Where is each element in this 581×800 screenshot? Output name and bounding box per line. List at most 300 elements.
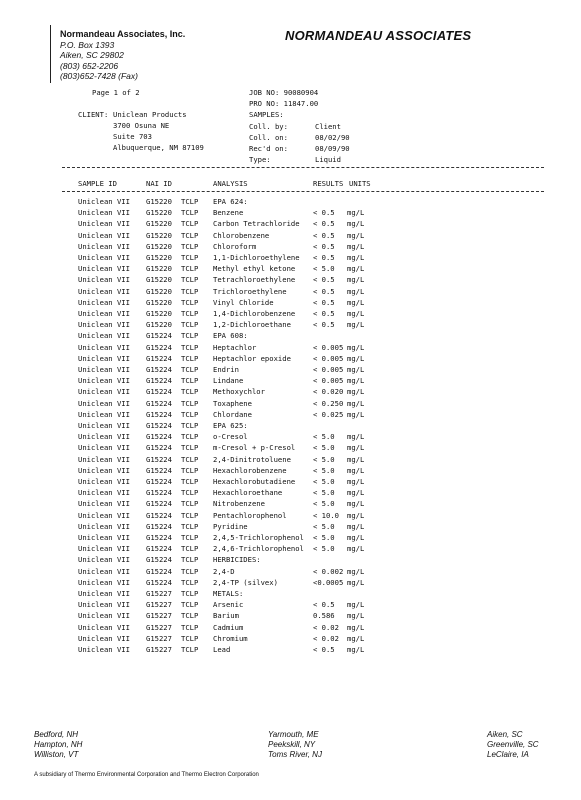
sample-field-label: Rec'd on: xyxy=(249,144,288,153)
address-line: P.O. Box 1393 xyxy=(60,39,115,50)
analysis-cell: HERBICIDES: xyxy=(213,555,261,565)
result-cell: < 0.5 xyxy=(313,208,335,218)
analysis-cell: Vinyl Chloride xyxy=(213,297,274,307)
units-cell: mg/L xyxy=(347,611,365,621)
analysis-cell: Lindane xyxy=(213,376,244,386)
table-row xyxy=(0,365,581,376)
table-row xyxy=(0,544,581,555)
result-cell: < 0.005 xyxy=(313,376,344,386)
analysis-cell: Chromium xyxy=(213,633,248,643)
table-row xyxy=(0,533,581,544)
sample-id-cell: Uniclean VII xyxy=(78,286,130,296)
result-cell: < 5.0 xyxy=(313,488,335,498)
result-cell: < 0.025 xyxy=(313,409,344,419)
sample-id-cell: Uniclean VII xyxy=(78,342,130,352)
analysis-cell: METALS: xyxy=(213,589,244,598)
result-cell: < 5.0 xyxy=(313,477,335,486)
sample-id-cell: Uniclean VII xyxy=(78,320,130,330)
nai-id-cell: G15224 xyxy=(146,409,172,419)
sample-id-cell: Uniclean VII xyxy=(78,600,130,610)
table-row xyxy=(0,298,581,309)
units-cell: mg/L xyxy=(347,297,365,307)
sample-id-cell: Uniclean VII xyxy=(78,510,130,520)
samples-label: SAMPLES: xyxy=(249,110,284,119)
result-cell: < 5.0 xyxy=(313,443,335,453)
nai-id-cell: G15220 xyxy=(146,253,172,262)
nai-id-cell: G15224 xyxy=(146,577,172,587)
method-cell: TCLP xyxy=(181,521,199,531)
nai-id-cell: G15220 xyxy=(146,309,172,318)
nai-id-cell: G15224 xyxy=(146,499,172,509)
units-cell: mg/L xyxy=(347,510,365,520)
units-cell: mg/L xyxy=(347,454,365,464)
client-line: Uniclean Products xyxy=(113,110,187,119)
analysis-cell: Methoxychlor xyxy=(213,387,265,397)
office-location: Bedford, NH xyxy=(34,730,79,739)
analysis-cell: EPA 624: xyxy=(213,197,248,206)
table-row xyxy=(0,623,581,634)
method-cell: TCLP xyxy=(181,499,199,509)
page-number: Page 1 of 2 xyxy=(92,88,140,97)
sample-id-cell: Uniclean VII xyxy=(78,499,130,509)
sample-id-cell: Uniclean VII xyxy=(78,443,130,453)
method-cell: TCLP xyxy=(181,488,199,498)
nai-id-cell: G15227 xyxy=(146,633,172,643)
method-cell: TCLP xyxy=(181,633,199,643)
table-row xyxy=(0,264,581,275)
result-cell: < 0.002 xyxy=(313,566,344,576)
sample-field-value: 08/02/90 xyxy=(315,133,350,142)
client-label: CLIENT: xyxy=(78,110,109,119)
result-cell: < 0.5 xyxy=(313,320,335,330)
nai-id-cell: G15224 xyxy=(146,533,172,542)
result-cell: < 0.5 xyxy=(313,286,335,296)
method-cell: TCLP xyxy=(181,297,199,307)
method-cell: TCLP xyxy=(181,432,199,442)
analysis-cell: 2,4-Dinitrotoluene xyxy=(213,454,291,464)
footer-offices-center xyxy=(268,730,322,760)
analysis-cell: Benzene xyxy=(213,208,244,218)
nai-id-cell: G15224 xyxy=(146,398,172,408)
sample-id-cell: Uniclean VII xyxy=(78,465,130,475)
sample-id-cell: Uniclean VII xyxy=(78,454,130,464)
nai-id-cell: G15220 xyxy=(146,275,172,285)
nai-id-cell: G15227 xyxy=(146,622,172,632)
units-cell: mg/L xyxy=(347,577,365,587)
analysis-cell: 2,4,6-Trichlorophenol xyxy=(213,544,304,554)
table-row xyxy=(0,343,581,354)
method-cell: TCLP xyxy=(181,566,199,576)
header-divider-bottom xyxy=(62,191,544,192)
table-row xyxy=(0,645,581,656)
analysis-cell: Hexachloroethane xyxy=(213,488,283,498)
result-cell: < 5.0 xyxy=(313,465,335,475)
nai-id-cell: G15220 xyxy=(146,197,172,206)
table-row xyxy=(0,600,581,611)
units-cell: mg/L xyxy=(347,533,365,542)
result-cell: < 5.0 xyxy=(313,454,335,464)
analysis-cell: Hexachlorobutadiene xyxy=(213,477,296,486)
nai-id-cell: G15227 xyxy=(146,589,172,598)
units-cell: mg/L xyxy=(347,309,365,318)
nai-id-cell: G15220 xyxy=(146,219,172,229)
office-location: Greenville, SC xyxy=(487,740,539,749)
result-cell: < 0.020 xyxy=(313,387,344,397)
analysis-cell: 1,4-Dichlorobenzene xyxy=(213,309,296,318)
sample-id-cell: Uniclean VII xyxy=(78,544,130,554)
units-cell: mg/L xyxy=(347,365,365,374)
method-cell: TCLP xyxy=(181,533,199,542)
office-location: Toms River, NJ xyxy=(268,750,322,759)
letterhead-rule xyxy=(50,25,51,83)
table-row xyxy=(0,219,581,230)
table-row xyxy=(0,331,581,342)
client-line: Albuquerque, NM 87109 xyxy=(113,143,204,152)
table-row xyxy=(0,567,581,578)
method-cell: TCLP xyxy=(181,454,199,464)
sample-id-cell: Uniclean VII xyxy=(78,622,130,632)
fax-line: (803)652-7428 (Fax) xyxy=(60,71,138,81)
analysis-cell: Pyridine xyxy=(213,521,248,531)
method-cell: TCLP xyxy=(181,253,199,262)
analysis-cell: Toxaphene xyxy=(213,398,252,408)
method-cell: TCLP xyxy=(181,286,199,296)
units-cell: mg/L xyxy=(347,521,365,531)
office-location: Aiken, SC xyxy=(487,730,523,739)
analysis-cell: 1,2-Dichloroethane xyxy=(213,320,291,330)
nai-id-cell: G15224 xyxy=(146,454,172,464)
result-cell: < 0.005 xyxy=(313,342,344,352)
method-cell: TCLP xyxy=(181,331,199,341)
result-cell: <0.0005 xyxy=(313,577,344,587)
method-cell: TCLP xyxy=(181,645,199,654)
sample-id-cell: Uniclean VII xyxy=(78,197,130,206)
units-cell: mg/L xyxy=(347,633,365,643)
method-cell: TCLP xyxy=(181,443,199,453)
units-cell: mg/L xyxy=(347,320,365,330)
table-row xyxy=(0,455,581,466)
method-cell: TCLP xyxy=(181,387,199,397)
sample-id-cell: Uniclean VII xyxy=(78,577,130,587)
units-cell: mg/L xyxy=(347,645,365,654)
analysis-cell: EPA 625: xyxy=(213,421,248,430)
sample-id-cell: Uniclean VII xyxy=(78,376,130,386)
office-location: LeClaire, IA xyxy=(487,750,529,759)
table-row xyxy=(0,477,581,488)
table-row xyxy=(0,511,581,522)
analysis-cell: Nitrobenzene xyxy=(213,499,265,509)
result-cell: < 0.5 xyxy=(313,309,335,318)
result-cell: < 0.5 xyxy=(313,275,335,285)
sample-id-cell: Uniclean VII xyxy=(78,208,130,218)
result-cell: < 0.5 xyxy=(313,297,335,307)
table-row xyxy=(0,555,581,566)
sample-field-value: Liquid xyxy=(315,155,341,164)
result-cell: < 5.0 xyxy=(313,521,335,531)
sample-id-cell: Uniclean VII xyxy=(78,387,130,397)
table-row xyxy=(0,410,581,421)
sample-id-cell: Uniclean VII xyxy=(78,521,130,531)
units-cell: mg/L xyxy=(347,465,365,475)
table-row xyxy=(0,208,581,219)
sample-id-cell: Uniclean VII xyxy=(78,488,130,498)
result-cell: < 0.5 xyxy=(313,230,335,240)
analysis-cell: Hexachlorobenzene xyxy=(213,465,287,475)
column-header-nai-id: NAI ID xyxy=(146,179,172,188)
analysis-cell: Chlorobenzene xyxy=(213,230,270,240)
analysis-cell: Methyl ethyl ketone xyxy=(213,264,296,274)
method-cell: TCLP xyxy=(181,555,199,565)
result-cell: < 0.5 xyxy=(313,645,335,654)
units-cell: mg/L xyxy=(347,275,365,285)
header-divider-top xyxy=(62,167,544,168)
analysis-cell: Lead xyxy=(213,645,231,654)
table-row xyxy=(0,320,581,331)
result-cell: < 5.0 xyxy=(313,432,335,442)
column-header-units: UNITS xyxy=(349,179,371,188)
nai-id-cell: G15224 xyxy=(146,421,172,430)
sample-id-cell: Uniclean VII xyxy=(78,230,130,240)
sample-id-cell: Uniclean VII xyxy=(78,633,130,643)
method-cell: TCLP xyxy=(181,275,199,285)
analysis-cell: 1,1-Dichloroethylene xyxy=(213,253,300,262)
units-cell: mg/L xyxy=(347,566,365,576)
sample-id-cell: Uniclean VII xyxy=(78,253,130,262)
footer-offices-right xyxy=(487,730,539,760)
table-row xyxy=(0,242,581,253)
sample-id-cell: Uniclean VII xyxy=(78,275,130,285)
table-row xyxy=(0,387,581,398)
sample-id-cell: Uniclean VII xyxy=(78,477,130,486)
client-line: 3700 Osuna NE xyxy=(113,121,170,130)
nai-id-cell: G15224 xyxy=(146,443,172,453)
analysis-cell: 2,4-D xyxy=(213,566,235,576)
result-cell: < 0.005 xyxy=(313,353,344,363)
units-cell: mg/L xyxy=(347,342,365,352)
result-cell: < 0.5 xyxy=(313,600,335,610)
table-row xyxy=(0,522,581,533)
method-cell: TCLP xyxy=(181,264,199,274)
method-cell: TCLP xyxy=(181,510,199,520)
sample-id-cell: Uniclean VII xyxy=(78,421,130,430)
nai-id-cell: G15220 xyxy=(146,241,172,251)
nai-id-cell: G15224 xyxy=(146,555,172,565)
method-cell: TCLP xyxy=(181,622,199,632)
table-row xyxy=(0,354,581,365)
result-cell: 0.586 xyxy=(313,611,335,621)
job-number: JOB NO: 90080904 xyxy=(249,88,319,97)
nai-id-cell: G15224 xyxy=(146,353,172,363)
units-cell: mg/L xyxy=(347,499,365,509)
nai-id-cell: G15227 xyxy=(146,600,172,610)
sample-field-value: 08/09/90 xyxy=(315,144,350,153)
office-location: Hampton, NH xyxy=(34,740,83,749)
client-line: Suite 703 xyxy=(113,132,152,141)
result-cell: < 5.0 xyxy=(313,544,335,554)
footer-offices-left xyxy=(34,730,82,760)
sample-id-cell: Uniclean VII xyxy=(78,432,130,442)
analysis-cell: Tetrachloroethylene xyxy=(213,275,296,285)
nai-id-cell: G15224 xyxy=(146,387,172,397)
nai-id-cell: G15224 xyxy=(146,477,172,486)
method-cell: TCLP xyxy=(181,477,199,486)
analysis-cell: Carbon Tetrachloride xyxy=(213,219,300,229)
units-cell: mg/L xyxy=(347,286,365,296)
nai-id-cell: G15220 xyxy=(146,208,172,218)
method-cell: TCLP xyxy=(181,353,199,363)
sample-id-cell: Uniclean VII xyxy=(78,566,130,576)
method-cell: TCLP xyxy=(181,208,199,218)
analysis-cell: EPA 608: xyxy=(213,331,248,341)
method-cell: TCLP xyxy=(181,309,199,318)
method-cell: TCLP xyxy=(181,589,199,598)
sample-id-cell: Uniclean VII xyxy=(78,365,130,374)
address-line: Aiken, SC 29802 xyxy=(60,50,124,60)
method-cell: TCLP xyxy=(181,197,199,206)
units-cell: mg/L xyxy=(347,353,365,363)
units-cell: mg/L xyxy=(347,241,365,251)
nai-id-cell: G15224 xyxy=(146,432,172,442)
table-row xyxy=(0,197,581,208)
sample-id-cell: Uniclean VII xyxy=(78,533,130,542)
units-cell: mg/L xyxy=(347,387,365,397)
table-row xyxy=(0,287,581,298)
subsidiary-note: A subsidiary of Thermo Environmental Corporation and Thermo Electron Corporation xyxy=(34,772,259,778)
units-cell: mg/L xyxy=(347,376,365,386)
units-cell: mg/L xyxy=(347,544,365,554)
column-header-sample-id: SAMPLE ID xyxy=(78,179,117,188)
nai-id-cell: G15220 xyxy=(146,286,172,296)
nai-id-cell: G15227 xyxy=(146,645,172,654)
sample-id-cell: Uniclean VII xyxy=(78,589,130,598)
company-address xyxy=(60,29,185,82)
analysis-cell: 2,4-TP (silvex) xyxy=(213,577,278,587)
nai-id-cell: G15224 xyxy=(146,465,172,475)
sample-id-cell: Uniclean VII xyxy=(78,611,130,621)
analysis-cell: Arsenic xyxy=(213,600,244,610)
result-cell: < 0.5 xyxy=(313,253,335,262)
nai-id-cell: G15227 xyxy=(146,611,172,621)
nai-id-cell: G15224 xyxy=(146,488,172,498)
sample-field-label: Type: xyxy=(249,155,271,164)
office-location: Peekskill, NY xyxy=(268,740,316,749)
units-cell: mg/L xyxy=(347,477,365,486)
table-row xyxy=(0,376,581,387)
company-name: Normandeau Associates, Inc. xyxy=(60,29,186,39)
table-row xyxy=(0,253,581,264)
table-row xyxy=(0,499,581,510)
method-cell: TCLP xyxy=(181,421,199,430)
result-cell: < 0.005 xyxy=(313,365,344,374)
sample-id-cell: Uniclean VII xyxy=(78,331,130,341)
method-cell: TCLP xyxy=(181,600,199,610)
nai-id-cell: G15224 xyxy=(146,566,172,576)
sample-id-cell: Uniclean VII xyxy=(78,264,130,274)
result-cell: < 0.02 xyxy=(313,622,339,632)
analysis-cell: Heptachlor xyxy=(213,342,257,352)
units-cell: mg/L xyxy=(347,219,365,229)
units-cell: mg/L xyxy=(347,208,365,218)
units-cell: mg/L xyxy=(347,432,365,442)
nai-id-cell: G15224 xyxy=(146,544,172,554)
units-cell: mg/L xyxy=(347,264,365,274)
method-cell: TCLP xyxy=(181,611,199,621)
units-cell: mg/L xyxy=(347,398,365,408)
result-cell: < 0.250 xyxy=(313,398,344,408)
analysis-cell: o-Cresol xyxy=(213,432,248,442)
office-location: Yarmouth, ME xyxy=(268,730,319,739)
column-header-analysis: ANALYSIS xyxy=(213,179,248,188)
analysis-cell: 2,4,5-Trichlorophenol xyxy=(213,533,304,542)
method-cell: TCLP xyxy=(181,241,199,251)
method-cell: TCLP xyxy=(181,342,199,352)
units-cell: mg/L xyxy=(347,443,365,453)
phone-line: (803) 652-2206 xyxy=(60,60,119,71)
sample-id-cell: Uniclean VII xyxy=(78,353,130,363)
table-row xyxy=(0,578,581,589)
units-cell: mg/L xyxy=(347,230,365,240)
result-cell: < 5.0 xyxy=(313,264,335,274)
sample-field-label: Coll. by: xyxy=(249,122,288,131)
units-cell: mg/L xyxy=(347,409,365,419)
units-cell: mg/L xyxy=(347,488,365,498)
method-cell: TCLP xyxy=(181,320,199,330)
sample-id-cell: Uniclean VII xyxy=(78,645,130,654)
method-cell: TCLP xyxy=(181,365,199,374)
analysis-cell: Chloroform xyxy=(213,241,257,251)
table-row xyxy=(0,488,581,499)
nai-id-cell: G15224 xyxy=(146,510,172,520)
table-row xyxy=(0,421,581,432)
sample-id-cell: Uniclean VII xyxy=(78,555,130,565)
analysis-cell: Cadmium xyxy=(213,622,244,632)
table-row xyxy=(0,466,581,477)
nai-id-cell: G15220 xyxy=(146,297,172,307)
sample-field-label: Coll. on: xyxy=(249,133,288,142)
table-row xyxy=(0,634,581,645)
office-location: Williston, VT xyxy=(34,750,79,759)
method-cell: TCLP xyxy=(181,398,199,408)
table-row xyxy=(0,589,581,600)
method-cell: TCLP xyxy=(181,544,199,554)
method-cell: TCLP xyxy=(181,409,199,419)
result-cell: < 0.5 xyxy=(313,241,335,251)
analysis-cell: Barium xyxy=(213,611,239,621)
table-row xyxy=(0,443,581,454)
nai-id-cell: G15224 xyxy=(146,521,172,531)
table-row xyxy=(0,399,581,410)
table-row xyxy=(0,432,581,443)
nai-id-cell: G15224 xyxy=(146,376,172,386)
units-cell: mg/L xyxy=(347,600,365,610)
analysis-cell: Heptachlor epoxide xyxy=(213,353,291,363)
result-cell: < 5.0 xyxy=(313,533,335,542)
method-cell: TCLP xyxy=(181,376,199,386)
column-header-results: RESULTS xyxy=(313,179,344,188)
sample-id-cell: Uniclean VII xyxy=(78,241,130,251)
analysis-cell: Pentachlorophenol xyxy=(213,510,287,520)
units-cell: mg/L xyxy=(347,253,365,262)
result-cell: < 0.02 xyxy=(313,633,339,643)
pro-number: PRO NO: 11847.00 xyxy=(249,99,319,108)
result-cell: < 0.5 xyxy=(313,219,335,229)
sample-id-cell: Uniclean VII xyxy=(78,219,130,229)
analysis-cell: Endrin xyxy=(213,365,239,374)
table-row xyxy=(0,275,581,286)
nai-id-cell: G15220 xyxy=(146,230,172,240)
method-cell: TCLP xyxy=(181,230,199,240)
nai-id-cell: G15224 xyxy=(146,331,172,341)
